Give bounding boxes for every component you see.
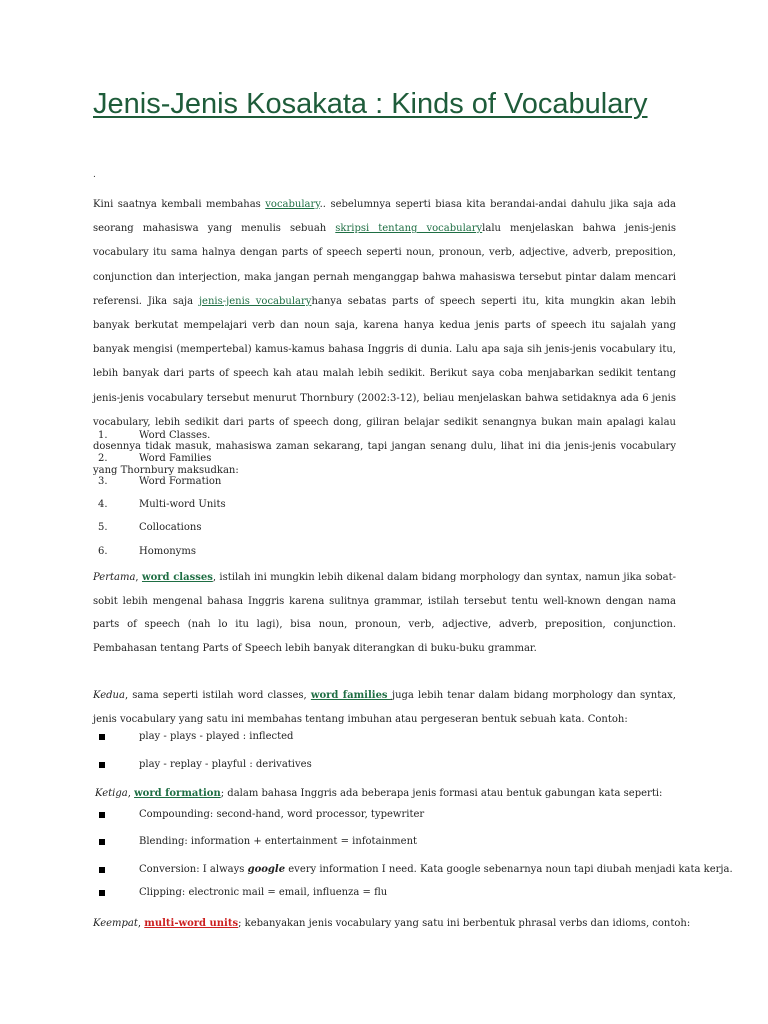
bullet-icon: [99, 734, 105, 740]
word-families-link[interactable]: word families: [310, 690, 392, 701]
word-classes-link[interactable]: word classes: [141, 572, 213, 583]
bullet-icon: [99, 839, 105, 845]
title-dot: .: [93, 170, 96, 180]
intro-paragraph: Kini saatnya kembali membahas vocabulary.. sebelumnya seperti biasa kita berandai-andai dahulu jika saja ada seorang mahasiswa yang menulis sebuah skripsi tentang vocabularylalu menjelaskan bahwa jenis-jenis vocabulary itu sama halnya dengan parts of speech seperti noun, pronoun, verb, adjective, adverb, preposition, conjunction dan interjection, maka jangan pernah menganggap bahwa mahasiswa tersebut pintar dalam mencari referensi. Jika saja jenis-jenis vocabularyhanya sebatas parts of speech seperti itu, kita mungkin akan lebih banyak berkutat mempelajari verb dan noun saja, karena hanya kedua jenis parts of speech itu sajalah yang banyak mengisi (mempertebal) kamus-kamus bahasa Inggris di dunia. Lalu apa saja sih jenis-jenis vocabulary itu, lebih banyak dari parts of speech kah atau malah lebih sedikit. Berikut saya coba menjabarkan sedikit tentang jenis-jenis vocabulary tersebut menurut Thornbury (2002:3-12), beliau menjelaskan bahwa setidaknya ada 6 jenis vocabulary, lebih sedikit dari parts of speech dong, giliran belajar sedikit senangnya bukan main apalagi kalau dosennya tidak masuk, mahasiswa zaman sekarang, tapi jangan senang dulu, lihat ini dia jenis-jenis vocabulary yang Thornbury maksudkan:: [93, 199, 677, 477]
skripsi-vocabulary-link[interactable]: skripsi tentang vocabulary: [335, 223, 483, 235]
bullet-icon: [99, 812, 105, 818]
title-text: Jenis-Jenis Kosakata : Kinds of Vocabulary: [93, 88, 648, 120]
bullet-icon: [99, 867, 105, 873]
word-formation-link[interactable]: word formation: [134, 788, 221, 799]
multi-word-units-link[interactable]: multi-word units: [144, 918, 239, 929]
word-classes-paragraph: Pertama, word classes, istilah ini mungkin lebih dikenal dalam bidang morphology dan syntax, namun jika sobat-sobit lebih mengenal bahasa Inggris karena sulitnya grammar, istilah tersebut tentu well-known dengan nama parts of speech (nah lo itu lagi), bisa noun, pronoun, verb, adjective, adverb, preposition, conjunction. Pembahasan tentang Parts of Speech lebih banyak diterangkan di buku-buku grammar.: [93, 572, 676, 654]
bullet-icon: [99, 762, 105, 768]
word-formation-lead: Ketiga, word formation; dalam bahasa Inggris ada beberapa jenis formasi atau bentuk gabungan kata seperti:: [95, 788, 663, 799]
word-families-paragraph: Kedua, sama seperti istilah word classes, word families juga lebih tenar dalam bidang morphology dan syntax, jenis vocabulary yang satu ini membahas tentang imbuhan atau pergeseran bentuk sebuah kata. Contoh:: [93, 690, 676, 725]
page-title: [93, 86, 693, 122]
bullet-icon: [99, 890, 105, 896]
vocabulary-link[interactable]: vocabulary: [265, 199, 320, 210]
document-page: Jenis-Jenis Kosakata : Kinds of Vocabulary . Kini saatnya kembali membahas vocabulary.. sebelumnya seperti biasa kita berandai-andai dahulu jika saja ada seorang mahasiswa yang menulis sebuah skripsi tentang vocabularylalu menjelaskan bahwa jenis-jenis vocabulary itu sama halnya dengan parts of speech seperti noun, pronoun, verb, adjective, adverb, preposition, conjunction dan interjection, maka jangan pernah menganggap bahwa mahasiswa tersebut pintar dalam mencari referensi. Jika saja jenis-jenis vocabularyhanya sebatas parts of speech seperti itu, kita mungkin akan lebih banyak berkutat mempelajari verb dan noun saja, karena hanya kedua jenis parts of speech itu sajalah yang banyak mengisi (mempertebal) kamus-kamus bahasa Inggris di dunia. Lalu apa saja sih jenis-jenis vocabulary itu, lebih banyak dari parts of speech kah atau malah lebih sedikit. Berikut saya coba menjabarkan sedikit tentang jenis-jenis vocabulary tersebut menurut Thornbury (2002:3-12), beliau menjelaskan bahwa setidaknya ada 6 jenis vocabulary, lebih sedikit dari parts of speech dong, giliran belajar sedikit senangnya bukan main apalagi kalau dosennya tidak masuk, mahasiswa zaman sekarang, tapi jangan senang dulu, lihat ini dia jenis-jenis vocabulary yang Thornbury maksudkan: 1. Word Classes. 2. Word Families 3. Word Formation 4. Multi-word Units 5. Collocations 6. Homonyms Pertama, word classes, istilah ini mungkin lebih dikenal dalam bidang morphology dan syntax, namun jika sobat-sobit lebih mengenal bahasa Inggris karena sulitnya grammar, istilah tersebut tentu well-known dengan nama parts of speech (nah lo itu lagi), bisa noun, pronoun, verb, adjective, adverb, preposition, conjunction. Pembahasan tentang Parts of Speech lebih banyak diterangkan di buku-buku grammar. Kedua, sama seperti istilah word classes, word families juga lebih tenar dalam bidang morphology dan syntax, jenis vocabulary yang satu ini membahas tentang imbuhan atau pergeseran bentuk sebuah kata. Contoh: play - plays - played : inflected play - replay - playful : derivatives Ketiga, word formation; dalam bahasa Inggris ada beberapa jenis formasi atau bentuk gabungan kata seperti: Compounding: second-hand, word processor, typewriter Blending: information + entertainment = infotainment Conversion: I always google every information I need. Kata google sebenarnya noun tapi diubah menjadi kata kerja. Clipping: electronic mail = email, influenza = flu Keempat, multi-word units; kebanyakan jenis vocabulary yang satu ini berbentuk phrasal verbs dan idioms, contoh:: [93, 88, 733, 929]
jenis-vocabulary-link[interactable]: jenis-jenis vocabulary: [198, 295, 312, 307]
multi-word-lead: Keempat, multi-word units; kebanyakan jenis vocabulary yang satu ini berbentuk phrasal verbs dan idioms, contoh:: [93, 918, 691, 929]
